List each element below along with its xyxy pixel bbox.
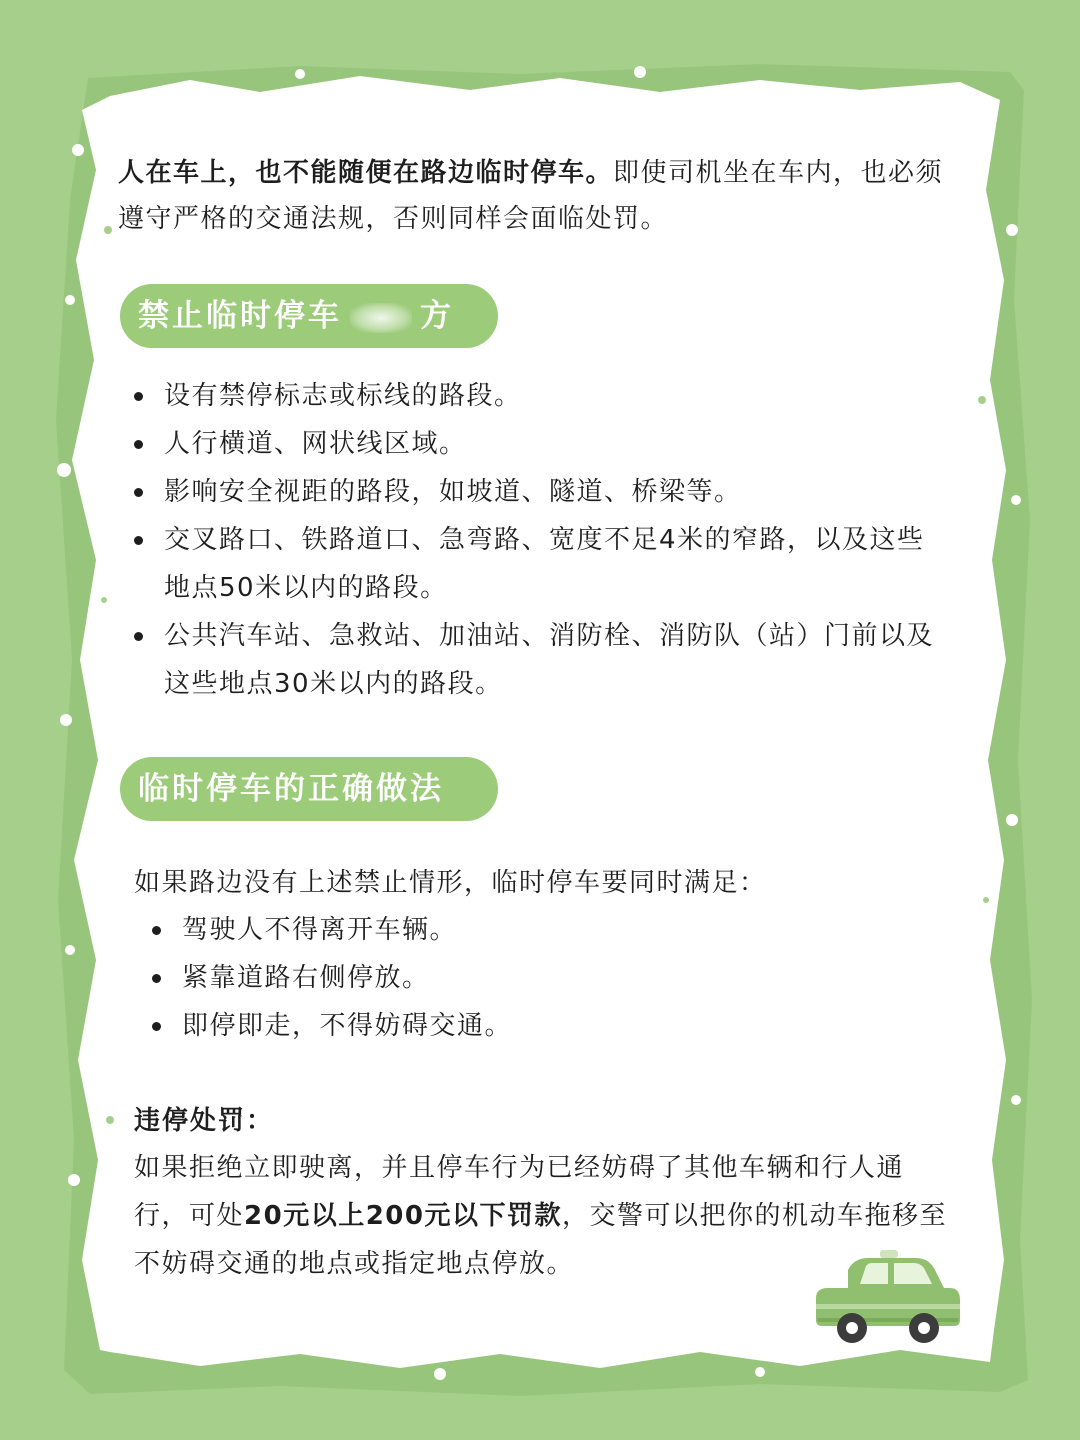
heading-left: 禁止临时停车 bbox=[138, 298, 342, 334]
list-item: 人行横道、网状线区域。 bbox=[134, 420, 946, 468]
heading-right: 方 bbox=[420, 298, 454, 334]
list-item: 即停即走，不得妨碍交通。 bbox=[152, 1002, 932, 1050]
section-heading-correct-method: 临时停车的正确做法 bbox=[120, 757, 498, 821]
intro-bold: 人在车上，也不能随便在路边临时停车。 bbox=[118, 158, 614, 188]
list-item: 影响安全视距的路段，如坡道、隧道、桥梁等。 bbox=[134, 468, 946, 516]
section-heading-no-parking-places bbox=[120, 284, 498, 348]
intro-rest: 即使司机坐在车内，也必须遵守严格的交通法规，否则同样会面临处罚。 bbox=[118, 158, 944, 234]
list-item: 紧靠道路右侧停放。 bbox=[152, 954, 932, 1002]
penalty-part1: 如果拒绝立即驶离，并且停车行为已经妨碍了其他车辆和行人通行，可处 bbox=[134, 1153, 905, 1231]
car-icon bbox=[808, 1248, 968, 1348]
penalty-fine: 20元以上200元以下罚款 bbox=[244, 1201, 562, 1231]
list-item: 交叉路口、铁路道口、急弯路、宽度不足4米的窄路，以及这些地点50米以内的路段。 bbox=[134, 516, 946, 612]
list-item: 驾驶人不得离开车辆。 bbox=[152, 906, 932, 954]
list-item: 设有禁停标志或标线的路段。 bbox=[134, 372, 946, 420]
penalty-title: 违停处罚： bbox=[134, 1106, 275, 1136]
penalty-part2: ，交警可以把你的机动车拖移至不妨碍交通的地点或指定地点停放。 bbox=[134, 1201, 947, 1279]
no-parking-list bbox=[134, 372, 946, 708]
correct-method-list bbox=[152, 906, 932, 1050]
list-item: 公共汽车站、急救站、加油站、消防栓、消防队（站）门前以及这些地点30米以内的路段。 bbox=[134, 612, 946, 708]
intro-paragraph bbox=[118, 150, 948, 242]
blurred-text bbox=[350, 303, 412, 333]
section2-intro: 如果路边没有上述禁止情形，临时停车要同时满足： bbox=[134, 868, 767, 898]
